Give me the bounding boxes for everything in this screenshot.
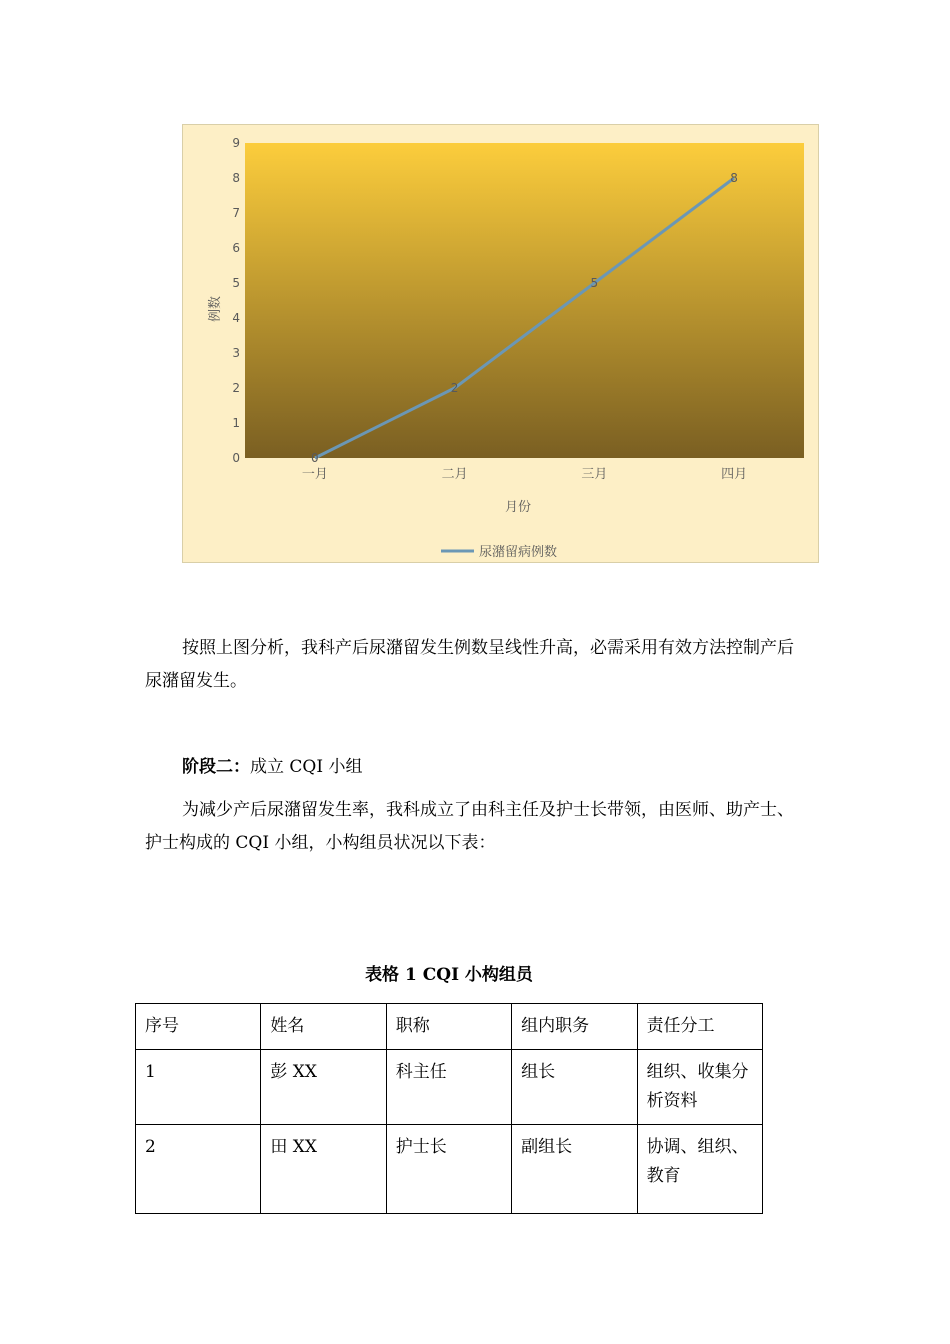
header-duty: 责任分工 — [637, 1004, 762, 1050]
header-role: 组内职务 — [512, 1004, 637, 1050]
table-row — [136, 1050, 763, 1125]
header-title: 职称 — [386, 1004, 511, 1050]
header-name: 姓名 — [261, 1004, 386, 1050]
cell-index: 1 — [136, 1050, 261, 1125]
y-tick-label: 0 — [232, 451, 240, 465]
analysis-paragraph: 按照上图分析，我科产后尿潴留发生例数呈线性升高，必需采用有效方法控制产后尿潴留发生。 — [145, 638, 794, 691]
cell-duty: 组织、收集分析资料 — [637, 1050, 762, 1125]
y-tick-label: 1 — [232, 416, 240, 430]
cell-role: 组长 — [512, 1050, 637, 1125]
cell-title: 护士长 — [386, 1125, 511, 1214]
data-label: 2 — [450, 381, 459, 395]
y-tick-label: 4 — [232, 311, 240, 325]
x-tick-label: 二月 — [441, 467, 468, 482]
y-tick-label: 3 — [232, 346, 240, 360]
x-tick-label: 三月 — [581, 467, 608, 482]
y-axis-title: 例数 — [208, 295, 223, 323]
table-row — [136, 1125, 763, 1214]
y-tick-label: 2 — [232, 381, 240, 395]
line-chart — [182, 124, 819, 563]
x-axis-title: 月份 — [504, 500, 532, 515]
header-index: 序号 — [136, 1004, 261, 1050]
cell-role: 副组长 — [512, 1125, 637, 1214]
cell-duty: 协调、组织、教育 — [637, 1125, 762, 1214]
cell-name: 彭 XX — [261, 1050, 386, 1125]
stage2-label: 阶段二： — [182, 757, 250, 777]
stage2-heading — [145, 751, 805, 784]
y-tick-label: 8 — [232, 171, 240, 185]
intro-paragraph: 为减少产后尿潴留发生率，我科成立了由科主任及护士长带领，由医师、助产士、护士构成的 CQI 小组，小构组员状况以下表： — [145, 800, 794, 853]
table-header-row — [136, 1004, 763, 1050]
member-table — [135, 1003, 763, 1214]
x-tick-label: 四月 — [721, 467, 748, 482]
cell-index: 2 — [136, 1125, 261, 1214]
cell-title: 科主任 — [386, 1050, 511, 1125]
chart-canvas — [183, 125, 820, 564]
data-label: 0 — [311, 451, 319, 465]
cell-name: 田 XX — [261, 1125, 386, 1214]
table-caption: 表格 1 CQI 小构组员 — [365, 965, 533, 985]
y-tick-label: 9 — [232, 136, 240, 150]
y-tick-label: 6 — [232, 241, 240, 255]
x-tick-label: 一月 — [301, 467, 328, 482]
data-label: 5 — [590, 276, 599, 290]
data-label: 8 — [730, 171, 738, 185]
y-tick-label: 7 — [232, 206, 240, 220]
legend-label: 尿潴留病例数 — [479, 545, 558, 560]
stage2-title: 成立 CQI 小组 — [250, 757, 363, 777]
y-tick-label: 5 — [232, 276, 240, 290]
